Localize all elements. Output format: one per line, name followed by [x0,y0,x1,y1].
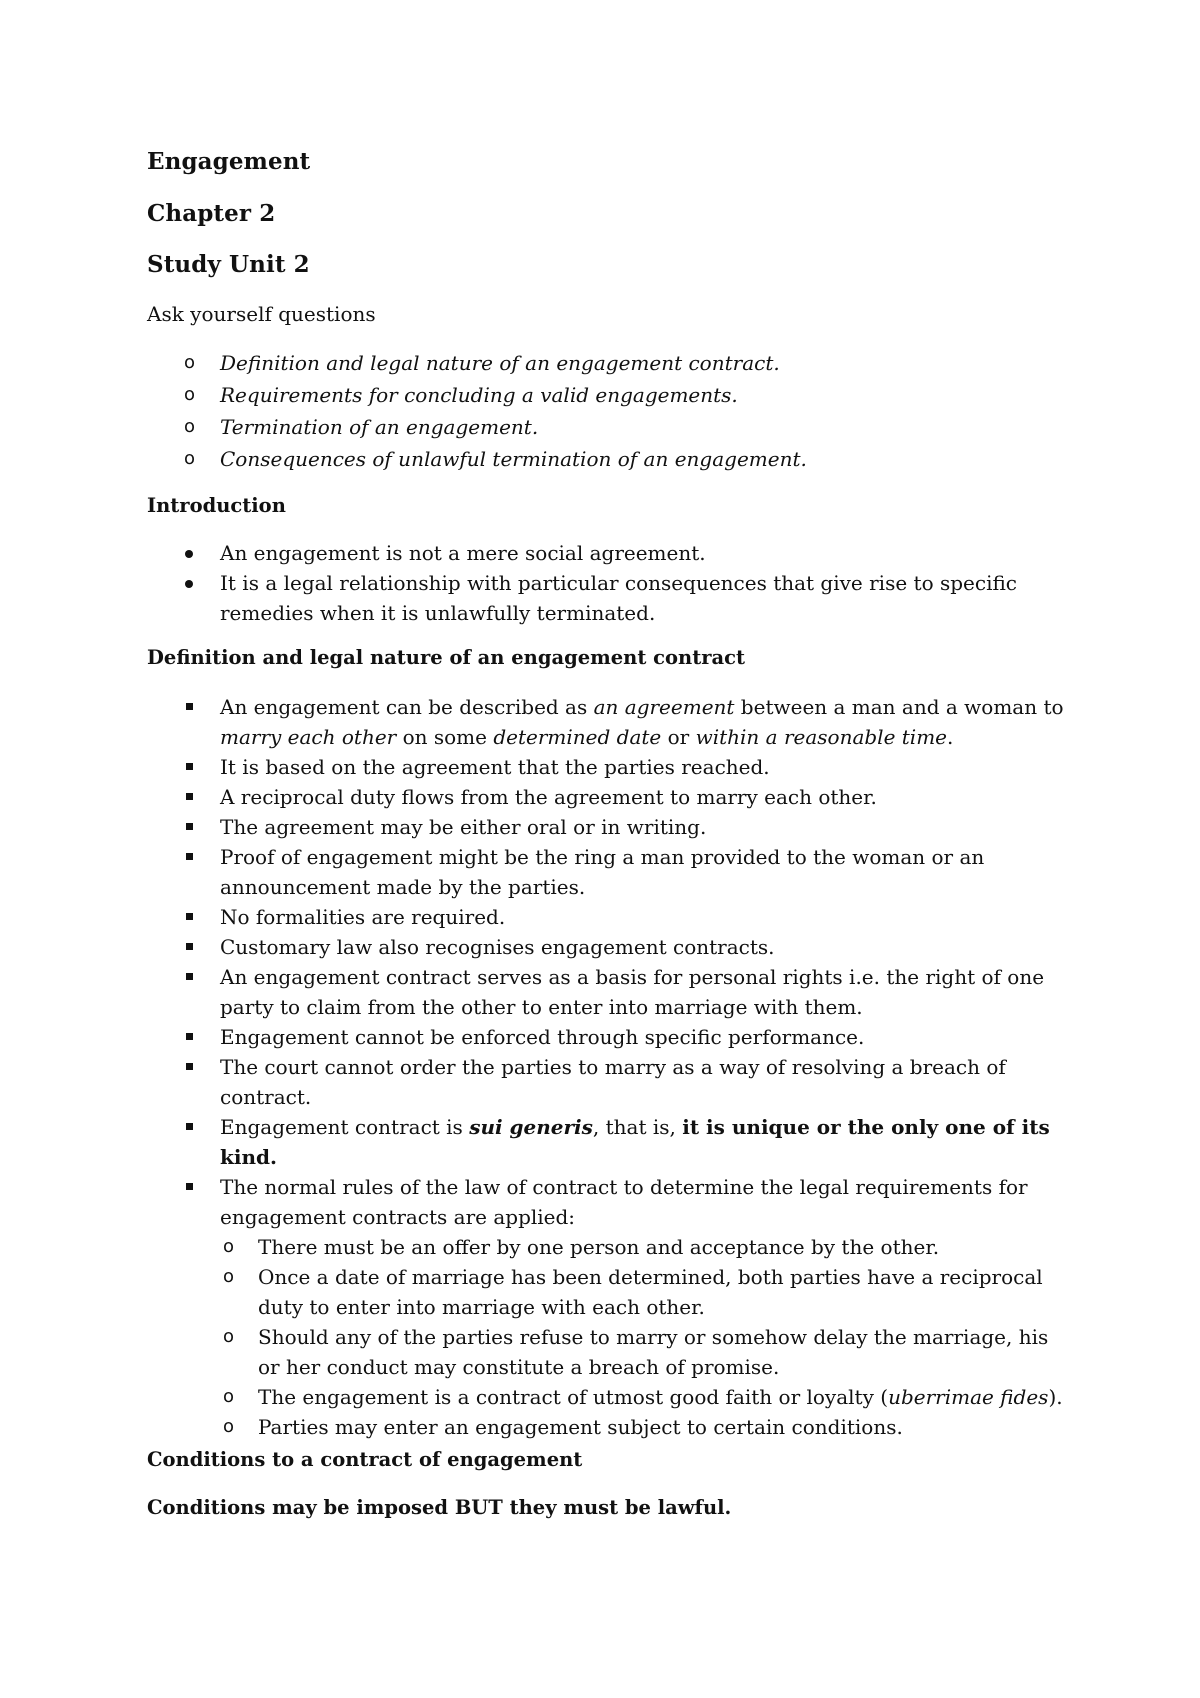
conditions-text: Conditions may be imposed BUT they must be lawful. [147,1496,732,1519]
list-item: The normal rules of the law of contract to determine the legal requirements for engagement contracts are applied: o There must be an offer by one person and acceptance by the other. o Once a date of marriage has been determined, both parties have a reciprocal duty to enter into marriage with each other. o Should any of the parties refuse to marry or somehow delay the marriage, his or her conduct may constitute a breach of promise. o The engagement is a contract of utmost good faith or loyalty (uberrimae fides). o Parties may enter an engagement subject to certain conditions. [147,1172,1072,1442]
circle-bullet-icon: o [184,384,196,405]
circle-bullet-icon: o [223,1266,235,1287]
sub-list-item: o Should any of the parties refuse to marry or somehow delay the marriage, his or her conduct may constitute a breach of promise. [220,1322,1072,1382]
document-title: Engagement [147,148,311,175]
circle-bullet-icon: o [223,1386,235,1407]
square-bullet-icon [186,853,193,860]
sub-list-item: o There must be an offer by one person and acceptance by the other. [220,1232,1072,1262]
question-item: o Termination of an engagement. [147,412,1067,444]
introduction-list [147,538,1047,628]
circle-bullet-icon: o [184,448,196,469]
question-item: o Definition and legal nature of an engagement contract. [147,348,1067,380]
list-item: Engagement contract is sui generis, that is, it is unique or the only one of its kind. [147,1112,1072,1172]
square-bullet-icon [186,823,193,830]
question-item: o Consequences of unlawful termination of an engagement. [147,444,1067,476]
square-bullet-icon [186,793,193,800]
list-item: An engagement is not a mere social agreement. [147,538,1047,568]
circle-bullet-icon: o [223,1416,235,1437]
square-bullet-icon [186,973,193,980]
list-item: It is a legal relationship with particular consequences that give rise to specific remedies when it is unlawfully terminated. [147,568,1047,628]
bullet-dot-icon [185,550,193,558]
square-bullet-icon [186,1063,193,1070]
square-bullet-icon [186,913,193,920]
square-bullet-icon [186,763,193,770]
questions-list [147,348,1067,476]
introduction-heading: Introduction [147,494,286,517]
sub-list-item: o The engagement is a contract of utmost good faith or loyalty (uberrimae fides). [220,1382,1072,1412]
list-item: Engagement cannot be enforced through specific performance. [147,1022,1072,1052]
square-bullet-icon [186,703,193,710]
study-unit-heading: Study Unit 2 [147,251,310,278]
list-item: Proof of engagement might be the ring a man provided to the woman or an announcement made by the parties. [147,842,1072,902]
square-bullet-icon [186,1033,193,1040]
list-item: No formalities are required. [147,902,1072,932]
list-item: The court cannot order the parties to marry as a way of resolving a breach of contract. [147,1052,1072,1112]
list-item: A reciprocal duty flows from the agreement to marry each other. [147,782,1072,812]
conditions-heading: Conditions to a contract of engagement [147,1448,583,1471]
list-item: It is based on the agreement that the parties reached. [147,752,1072,782]
ask-yourself-text: Ask yourself questions [147,302,376,326]
list-item: An engagement can be described as an agreement between a man and a woman to marry each other on some determined date or within a reasonable time. [147,692,1072,752]
square-bullet-icon [186,943,193,950]
circle-bullet-icon: o [184,352,196,373]
list-item: An engagement contract serves as a basis for personal rights i.e. the right of one party to claim from the other to enter into marriage with them. [147,962,1072,1022]
circle-bullet-icon: o [223,1236,235,1257]
definition-list [147,692,1072,1442]
square-bullet-icon [186,1123,193,1130]
sub-list-item: o Parties may enter an engagement subject to certain conditions. [220,1412,1072,1442]
bullet-dot-icon [185,580,193,588]
list-item: Customary law also recognises engagement contracts. [147,932,1072,962]
rules-sublist [220,1232,1072,1442]
circle-bullet-icon: o [223,1326,235,1347]
chapter-heading: Chapter 2 [147,200,276,227]
sub-list-item: o Once a date of marriage has been determined, both parties have a reciprocal duty to enter into marriage with each other. [220,1262,1072,1322]
question-item: o Requirements for concluding a valid engagements. [147,380,1067,412]
definition-heading: Definition and legal nature of an engagement contract [147,646,745,669]
list-item: The agreement may be either oral or in writing. [147,812,1072,842]
circle-bullet-icon: o [184,416,196,437]
square-bullet-icon [186,1183,193,1190]
